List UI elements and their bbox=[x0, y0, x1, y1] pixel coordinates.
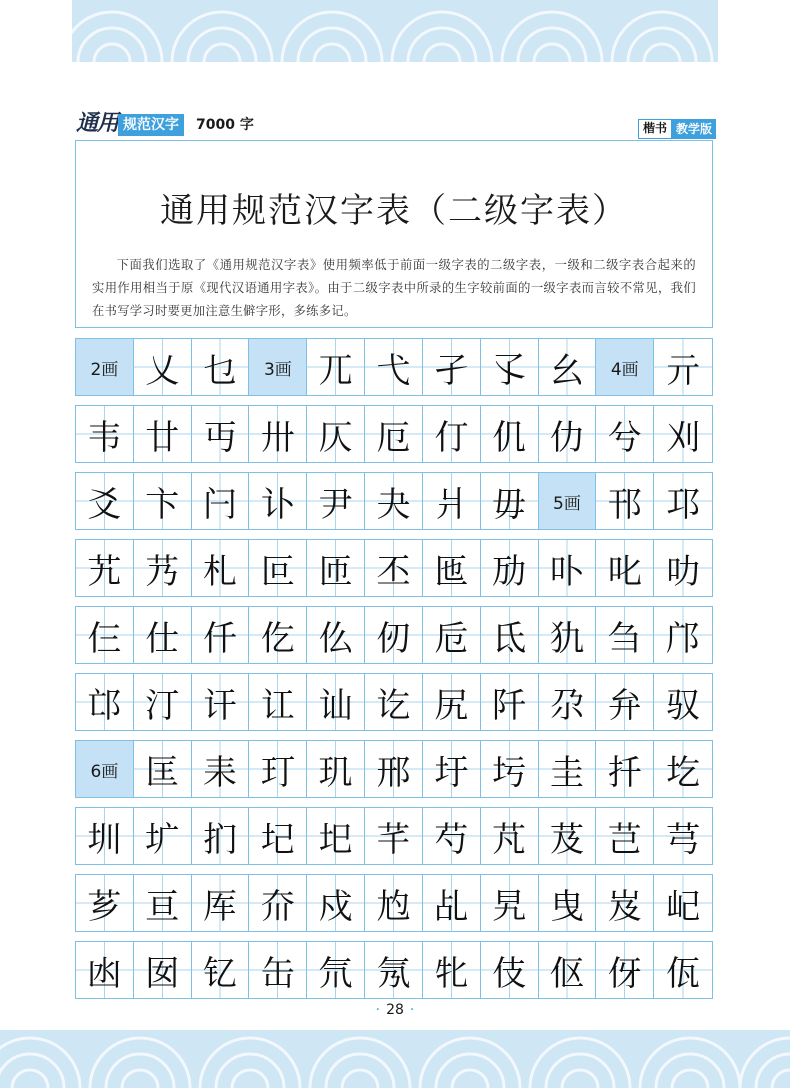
character-cell: 幺 bbox=[539, 339, 597, 395]
character-cell: 芍 bbox=[423, 808, 481, 864]
stroke-count-label: 5画 bbox=[539, 473, 597, 529]
character-cell: 匜 bbox=[423, 540, 481, 596]
character-cell: 芨 bbox=[539, 808, 597, 864]
character-cell: 芃 bbox=[481, 808, 539, 864]
character-cell: 氘 bbox=[307, 942, 365, 998]
character-cell: 圮 bbox=[249, 808, 307, 864]
character-cell: 艽 bbox=[76, 540, 134, 596]
character-cell: 厄 bbox=[365, 406, 423, 462]
character-cell: 邙 bbox=[76, 674, 134, 730]
character-cell: 讪 bbox=[307, 674, 365, 730]
character-cell: 匡 bbox=[134, 741, 192, 797]
top-decorative-band bbox=[72, 0, 718, 62]
character-cell: 圳 bbox=[76, 808, 134, 864]
character-cell: 尥 bbox=[365, 875, 423, 931]
character-cell: 仂 bbox=[539, 406, 597, 462]
character-cell: 尕 bbox=[539, 674, 597, 730]
character-cell: 兮 bbox=[596, 406, 654, 462]
page-number-footer bbox=[0, 1002, 790, 1018]
grid-row bbox=[75, 338, 713, 396]
grid-row bbox=[75, 405, 713, 463]
character-cell: 扦 bbox=[596, 741, 654, 797]
character-cell: 讫 bbox=[365, 674, 423, 730]
character-cell: 仕 bbox=[134, 607, 192, 663]
character-cell: 仃 bbox=[423, 406, 481, 462]
character-cell: 屺 bbox=[654, 875, 712, 931]
character-cell: 卮 bbox=[423, 607, 481, 663]
character-cell: 匝 bbox=[307, 540, 365, 596]
grid-row bbox=[75, 874, 713, 932]
character-cell: 夬 bbox=[365, 473, 423, 529]
stroke-count-label: 3画 bbox=[249, 339, 307, 395]
character-cell: 戍 bbox=[307, 875, 365, 931]
character-cell: 囡 bbox=[134, 942, 192, 998]
character-cell: 刍 bbox=[596, 607, 654, 663]
character-cell: 仡 bbox=[249, 607, 307, 663]
character-cell: 尻 bbox=[423, 674, 481, 730]
character-cell: 仟 bbox=[192, 607, 250, 663]
character-cell: 乜 bbox=[192, 339, 250, 395]
wave-pattern-top bbox=[72, 0, 718, 62]
character-cell: 仉 bbox=[481, 406, 539, 462]
intro-paragraph: 下面我们选取了《通用规范汉字表》使用频率低于前面一级字表的二级字表，一级和二级字表合起来的实用作用相当于原《现代汉语通用字表》。由于二级字表中所录的生字较前面的一级字表而言较不常见，我们在书写学习时要更加注意生僻字形，多练多记。 bbox=[92, 258, 696, 318]
character-cell: 仄 bbox=[307, 406, 365, 462]
grid-row bbox=[75, 673, 713, 731]
character-cell: 佤 bbox=[654, 942, 712, 998]
grid-row bbox=[75, 606, 713, 664]
character-cell: 叱 bbox=[596, 540, 654, 596]
character-cell: 缶 bbox=[249, 942, 307, 998]
character-cell: 邛 bbox=[654, 473, 712, 529]
dot-icon: · bbox=[375, 1002, 381, 1018]
edition-badge bbox=[638, 119, 716, 139]
character-cell: 叵 bbox=[249, 540, 307, 596]
character-cell: 讣 bbox=[249, 473, 307, 529]
character-cell: 仨 bbox=[76, 607, 134, 663]
character-cell: 耒 bbox=[192, 741, 250, 797]
character-cell: 卟 bbox=[539, 540, 597, 596]
character-cell: 毋 bbox=[481, 473, 539, 529]
character-cell: 劢 bbox=[481, 540, 539, 596]
character-cell: 凼 bbox=[76, 942, 134, 998]
character-cell: 艿 bbox=[134, 540, 192, 596]
character-cell: 仞 bbox=[365, 607, 423, 663]
character-cell: 韦 bbox=[76, 406, 134, 462]
character-cell: 弁 bbox=[596, 674, 654, 730]
character-cell: 札 bbox=[192, 540, 250, 596]
character-cell: 邢 bbox=[365, 741, 423, 797]
grid-row bbox=[75, 941, 713, 999]
character-cell: 尹 bbox=[307, 473, 365, 529]
character-cell: 圹 bbox=[134, 808, 192, 864]
brand-script: 通用 bbox=[76, 110, 119, 136]
character-cell: 氖 bbox=[365, 942, 423, 998]
stroke-count-label: 4画 bbox=[596, 339, 654, 395]
character-cell: 汀 bbox=[134, 674, 192, 730]
character-cell: 叻 bbox=[654, 540, 712, 596]
character-cell: 芗 bbox=[76, 875, 134, 931]
wave-pattern-bottom bbox=[0, 1030, 790, 1088]
edition-style: 楷书 bbox=[638, 119, 672, 139]
character-grid bbox=[75, 338, 713, 1008]
character-cell: 玑 bbox=[307, 741, 365, 797]
brand-tag: 规范汉字 bbox=[118, 114, 184, 136]
dot-icon: · bbox=[409, 1002, 415, 1018]
bottom-decorative-band bbox=[0, 1030, 790, 1088]
grid-row bbox=[75, 807, 713, 865]
character-cell: 刈 bbox=[654, 406, 712, 462]
character-cell: 爻 bbox=[76, 473, 134, 529]
character-cell: 曳 bbox=[539, 875, 597, 931]
grid-row bbox=[75, 740, 713, 798]
brand-count: 7000 字 bbox=[196, 117, 254, 133]
character-cell: 乩 bbox=[423, 875, 481, 931]
character-cell: 兀 bbox=[307, 339, 365, 395]
character-cell: 乂 bbox=[134, 339, 192, 395]
character-cell: 驭 bbox=[654, 674, 712, 730]
character-cell: 讦 bbox=[192, 674, 250, 730]
page-number: 28 bbox=[386, 1002, 404, 1018]
character-cell: 钇 bbox=[192, 942, 250, 998]
character-cell: 廿 bbox=[134, 406, 192, 462]
character-cell: 伛 bbox=[539, 942, 597, 998]
intro-box bbox=[75, 140, 713, 328]
grid-row bbox=[75, 539, 713, 597]
character-cell: 爿 bbox=[423, 473, 481, 529]
character-cell: 亘 bbox=[134, 875, 192, 931]
character-cell: 丕 bbox=[365, 540, 423, 596]
character-cell: 扪 bbox=[192, 808, 250, 864]
character-cell: 亓 bbox=[654, 339, 712, 395]
character-cell: 岌 bbox=[596, 875, 654, 931]
character-cell: 玎 bbox=[249, 741, 307, 797]
grid-row bbox=[75, 472, 713, 530]
page-title: 通用规范汉字表（二级字表） bbox=[160, 191, 628, 231]
character-cell: 阡 bbox=[481, 674, 539, 730]
character-cell: 旯 bbox=[481, 875, 539, 931]
character-cell: 圯 bbox=[307, 808, 365, 864]
character-cell: 弋 bbox=[365, 339, 423, 395]
character-cell: 牝 bbox=[423, 942, 481, 998]
book-header bbox=[72, 110, 718, 140]
character-cell: 芎 bbox=[654, 808, 712, 864]
character-cell: 芊 bbox=[365, 808, 423, 864]
character-cell: 圩 bbox=[423, 741, 481, 797]
character-cell: 犰 bbox=[539, 607, 597, 663]
character-cell: 芑 bbox=[596, 808, 654, 864]
character-cell: 卅 bbox=[249, 406, 307, 462]
character-cell: 夼 bbox=[249, 875, 307, 931]
stroke-count-label: 2画 bbox=[76, 339, 134, 395]
character-cell: 圭 bbox=[539, 741, 597, 797]
character-cell: 圪 bbox=[654, 741, 712, 797]
character-cell: 伎 bbox=[481, 942, 539, 998]
character-cell: 圬 bbox=[481, 741, 539, 797]
character-cell: 孓 bbox=[481, 339, 539, 395]
character-cell: 丏 bbox=[192, 406, 250, 462]
character-cell: 邝 bbox=[654, 607, 712, 663]
character-cell: 厍 bbox=[192, 875, 250, 931]
character-cell: 仫 bbox=[307, 607, 365, 663]
stroke-count-label: 6画 bbox=[76, 741, 134, 797]
character-cell: 邗 bbox=[596, 473, 654, 529]
edition-type: 教学版 bbox=[672, 119, 716, 139]
character-cell: 讧 bbox=[249, 674, 307, 730]
character-cell: 卞 bbox=[134, 473, 192, 529]
character-cell: 氐 bbox=[481, 607, 539, 663]
character-cell: 伢 bbox=[596, 942, 654, 998]
character-cell: 闩 bbox=[192, 473, 250, 529]
character-cell: 孑 bbox=[423, 339, 481, 395]
